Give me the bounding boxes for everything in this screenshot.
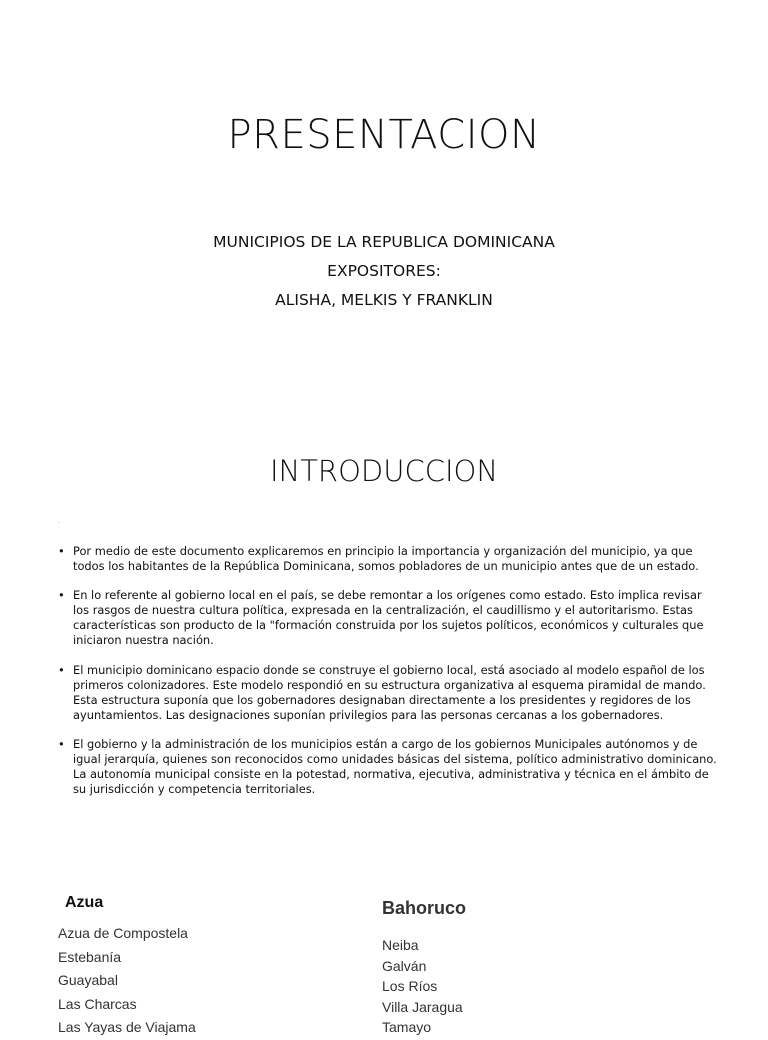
intro-bullet: • En lo referente al gobierno local en el país, se debe remontar a los orígenes como estado. Esto implica revisar los rasgos de nuestra cultura política, expresada en la centralización, el caudillismo y el autoritarismo. Estas características son producto de la "formación construida por los sujetos políticos, económicos y culturales que iniciaron nuestra nación. (58, 588, 718, 648)
subtitle-line: ALISHA, MELKIS Y FRANKLIN (275, 291, 493, 309)
presentation-title: PRESENTACION (227, 112, 541, 158)
subtitle-line: EXPOSITORES: (327, 262, 441, 280)
intro-bullet: • El municipio dominicano espacio donde se construye el gobierno local, está asociado al modelo español de los primeros colonizadores. Este modelo respondió en su estructura organizativa al esquema piramidal de mando. Esta estructura suponía que los gobernadores designaban directamente a los presidentes y regidores de los ayuntamientos. Las designaciones suponían privilegios para las personas cercanas a los gobernadores. (58, 663, 718, 723)
municipality-item: Galván (382, 957, 427, 974)
province-column-bahoruco (382, 860, 682, 1038)
municipality-item: Neiba (382, 937, 419, 953)
municipality-item: Los Ríos (382, 978, 438, 994)
intro-bullet-list (58, 544, 718, 811)
marker-dot: · (58, 520, 60, 527)
municipality-item: Estebanía (58, 948, 122, 965)
intro-bullet: • Por medio de este documento explicaremos en principio la importancia y organización del municipio, ya que todos los habitantes de la República Dominicana, somos pobladores de un municipio antes que de un estado. (58, 544, 718, 574)
slide-municipios-list (0, 860, 768, 1035)
province-heading: Azua (65, 894, 104, 911)
municipality-list (58, 922, 358, 1040)
province-heading: Bahoruco (382, 898, 467, 918)
municipality-item: Villa Jaragua (382, 998, 463, 1015)
municipality-item: Guayabal (58, 972, 118, 988)
municipality-item: Azua de Compostela (58, 925, 188, 941)
intro-title: INTRODUCCION (269, 454, 499, 488)
municipality-item: Las Yayas de Viajama (58, 1019, 196, 1035)
municipality-list (382, 935, 682, 1038)
municipality-item: Las Charcas (58, 995, 137, 1012)
intro-bullet: • El gobierno y la administración de los municipios están a cargo de los gobiernos Municipales autónomos y de igual jerarquía, quienes son reconocidos como unidades básicas del sistema, político administrativo dominicano. La autonomía municipal consiste en la potestad, normativa, ejecutiva, administrativa y técnica en el ámbito de su jurisdicción y competencia territoriales. (58, 737, 718, 797)
subtitle-line: MUNICIPIOS DE LA REPUBLICA DOMINICANA (213, 233, 555, 251)
municipality-item: Tamayo (382, 1019, 432, 1035)
province-column-azua (58, 860, 358, 1040)
slide-introduccion (0, 420, 768, 860)
slide-presentacion (0, 0, 768, 420)
presentation-subtitle (0, 228, 768, 315)
